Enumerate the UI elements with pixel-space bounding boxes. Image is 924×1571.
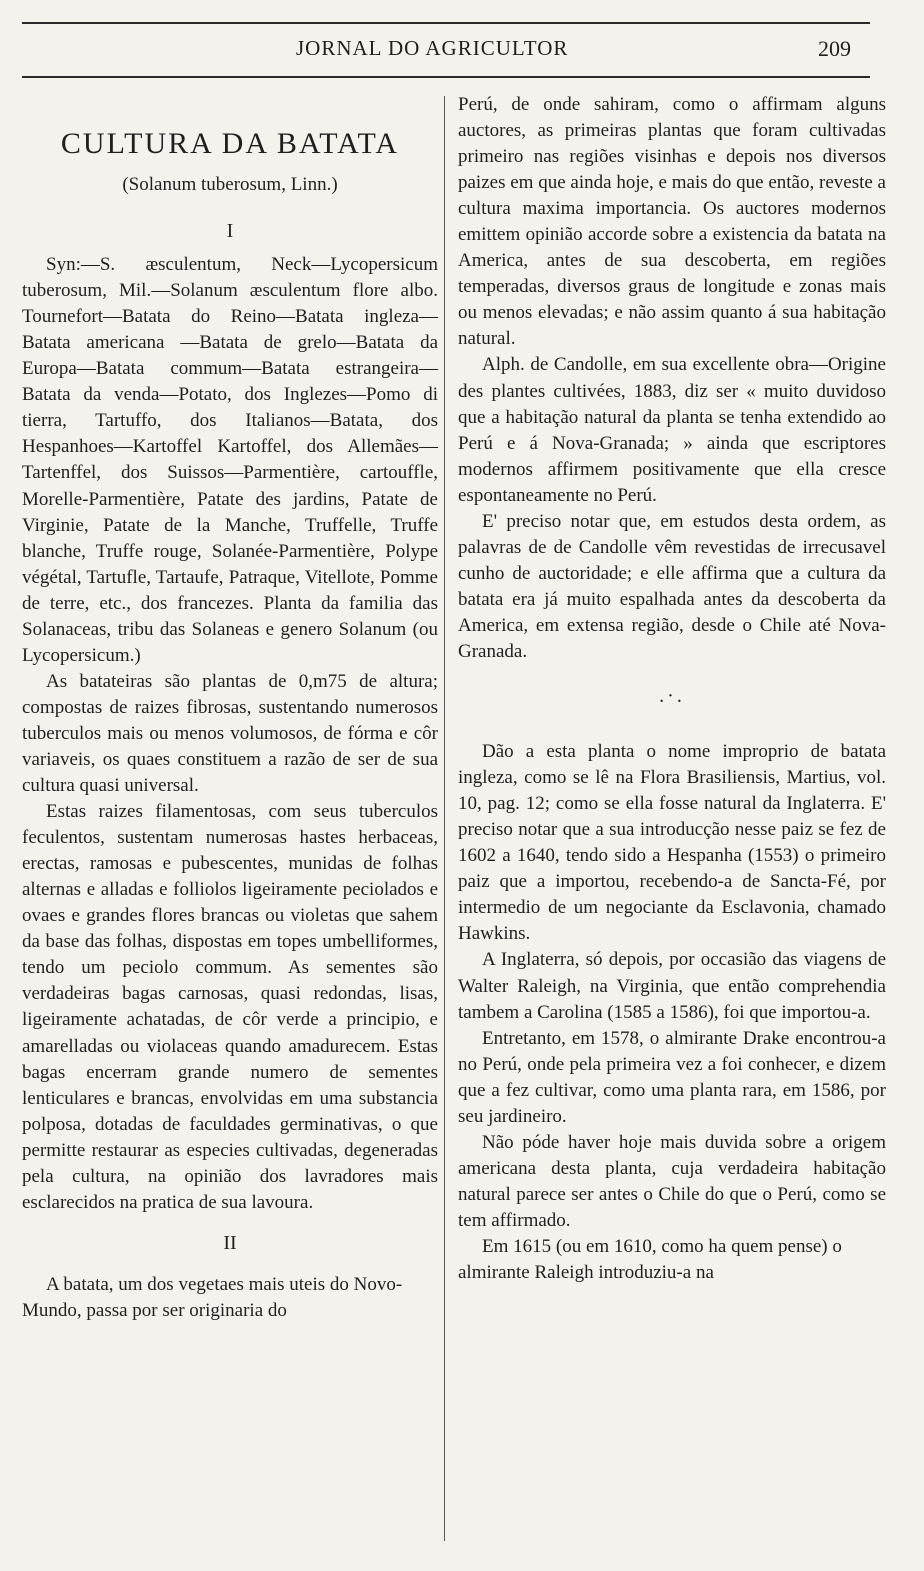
article-subtitle: (Solanum tuberosum, Linn.): [122, 174, 338, 195]
english-name-paragraph: Dão a esta planta o nome improprio de batata ingleza, como se lê na Flora Brasiliensis, Martius, vol. 10, pag. 12; como se ella fosse natural da Inglaterra. E' preciso notar que a sua introducção nesse paiz se fez de 1602 a 1640, tendo sido a Hespanha (1553) o primeiro paiz que a importou, recebendo-a de Sancta-Fé, por intermedio de um negociante da Esclavonia, chamado Hawkins.: [458, 741, 886, 945]
synonyms-paragraph: Syn:—S. æsculentum, Neck—Lycopersicum tuberosum, Mil.—Solanum æsculentum flore albo. Tournefort—Batata do Reino—Batata ingleza—Batata americana —Batata de grelo—Batata da Europa—Batata commum—Batata estrangeira—Batata da venda—Potato, dos Inglezes—Pomo di tierra, Tartuffo, dos Italianos—Batata, dos Hespanhoes—Kartoffel Kartoffel, dos Allemães—Tartenffel, dos Suissos—Parmentière, cartouffle, Morelle-Parmentière, Patate des jardins, Patate de Virginie, Patate de la Manche, Truffelle, Truffe blanche, Truffe rouge, Solanée-Parmentière, Polype végétal, Tartufle, Tartaufe, Patraque, Vitellote, Pomme de terre, etc., dos francezes. Planta da familia das Solanaceas, tribu das Solaneas e genero Solanum (ou Lycopersicum.): [22, 254, 438, 666]
description-paragraph: As batateiras são plantas de 0,m75 de altura; compostas de raizes fibrosas, sustentando numerosos tuberculos mais ou menos volumosos, de fórma e côr variaveis, os quaes constituem a razão de ser de sua cultura quasi universal.: [22, 670, 438, 797]
authority-paragraph: E' preciso notar que, em estudos desta ordem, as palavras de de Candolle vêm revestidas de irrecusavel cunho de auctoridade; e elle affirma que a cultura da batata era já muito espalhada antes da descoberta da America, em extensa região, desde o Chile até Nova-Granada.: [458, 510, 886, 662]
american-origin-paragraph: Não póde haver hoje mais duvida sobre a origem americana desta planta, cuja verdadeira habitação natural parece ser antes o Chile do que o Perú, como se tem affirmado.: [458, 1131, 886, 1231]
candolle-paragraph: Alph. de Candolle, em sua excellente obra—Origine des plantes cultivées, 1883, diz ser « muito duvidoso que a habitação natural da planta se tenha extendido ao Perú e á Nova-Granada; » ainda que escriptores modernos affirmem positivamente que ella cresce espontaneamente no Perú.: [458, 354, 886, 506]
section-separator: .·.: [659, 685, 685, 708]
article-title: CULTURA DA BATATA: [60, 127, 400, 160]
drake-paragraph: Entretanto, em 1578, o almirante Drake encontrou-a no Perú, onde pela primeira vez a foi conhecer, e dizem que a fez cultivar, como uma planta rara, em 1586, por seu jardineiro.: [458, 1027, 886, 1127]
roots-paragraph: Estas raizes filamentosas, com seus tuberculos feculentos, sustentam numerosas hastes herbaceas, erectas, ramosas e pubescentes, munidas de folhas alternas e alladas e folliolos ligeiramente peciolados e ovaes e grandes flores brancas ou violetas que sahem da base das folhas, dispostas em topes umbelliformes, tendo um peciolo commum. As sementes são verdadeiras bagas carnosas, quasi redondas, lisas, ligeiramente achatadas, de côr verde a principio, e amarelladas ou violaceas quando amadurecem. Estas bagas encerram grande numero de sementes lenticulares e brancas, envolvidas em uma substancia polposa, dotadas de faculdades germinativas, o que permitte restaurar as especies cultivadas, degeneradas pela cultura, na opinião dos lavradores mais esclarecidos na pratica de sua lavoura.: [22, 801, 438, 1213]
right-column: [458, 92, 886, 1286]
england-paragraph: A Inglaterra, só depois, por occasião das viagens de Walter Raleigh, na Virginia, que então comprehendia tambem a Carolina (1585 a 1586), foi que importou-a.: [458, 949, 886, 1023]
section-number-2: II: [223, 1231, 237, 1254]
continuation-paragraph: Perú, de onde sahiram, como o affirmam alguns auctores, as primeiras plantas que foram cultivadas primeiro nas regiões visinhas e depois nos diversos paizes em que ainda hoje, e mais do que então, reveste a cultura maxima importancia. Os auctores modernos emittem opinião accorde sobre a existencia da batata na America, antes de sua descoberta, em regiões temperadas, diversos graus de longitude e zonas mais ou menos elevadas; e não assim quanto á sua habitação natural.: [458, 94, 886, 350]
header-bottom-rule: [22, 76, 870, 78]
header-top-rule: [22, 22, 870, 24]
raleigh-paragraph: Em 1615 (ou em 1610, como ha quem pense) o almirante Raleigh introduziu-a na: [458, 1235, 842, 1284]
journal-title: JORNAL DO AGRICULTOR: [296, 36, 569, 60]
column-divider: [444, 96, 445, 1541]
section-number-1: I: [226, 220, 234, 243]
origin-paragraph: A batata, um dos vegetaes mais uteis do Novo-Mundo, passa por ser originaria do: [22, 1273, 403, 1321]
left-column: [22, 92, 438, 1324]
page-number: 209: [818, 36, 851, 61]
